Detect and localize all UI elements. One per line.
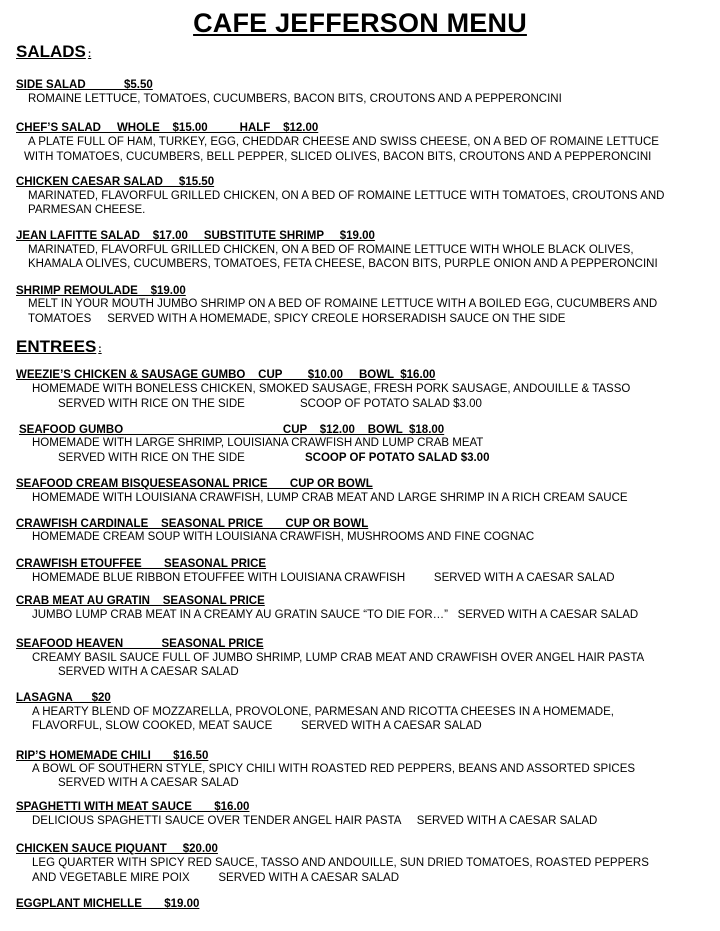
menu-title: CAFE JEFFERSON MENU	[193, 8, 527, 38]
item-desc-crawfish-cardinale: HOMEMADE CREAM SOUP WITH LOUISIANA CRAWFISH, MUSHROOMS AND FINE COGNAC	[32, 531, 535, 543]
section-label: ENTREES	[16, 337, 97, 356]
item-desc-lasagna: FLAVORFUL, SLOW COOKED, MEAT SAUCE SERVED WITH A CAESAR SALAD	[32, 720, 482, 732]
item-desc-seafood-gumbo: HOMEMADE WITH LARGE SHRIMP, LOUISIANA CRAWFISH AND LUMP CRAB MEAT	[32, 437, 484, 449]
item-extra-weezies-gumbo: SCOOP OF POTATO SALAD $3.00	[300, 398, 482, 410]
item-heading-eggplant-michelle: EGGPLANT MICHELLE $19.00	[16, 898, 200, 910]
item-served-rips-chili: SERVED WITH A CAESAR SALAD	[58, 777, 239, 789]
item-served-seafood-gumbo: SERVED WITH RICE ON THE SIDE	[58, 452, 245, 464]
item-heading-spaghetti: SPAGHETTI WITH MEAT SAUCE $16.00	[16, 801, 250, 813]
item-desc-spaghetti: DELICIOUS SPAGHETTI SAUCE OVER TENDER ANGEL HAIR PASTA SERVED WITH A CAESAR SALAD	[32, 815, 598, 827]
item-heading-weezies-gumbo: WEEZIE’S CHICKEN & SAUSAGE GUMBO CUP $10.00 BOWL $16.00	[16, 369, 436, 381]
item-heading-chicken-caesar: CHICKEN CAESAR SALAD $15.50	[16, 176, 215, 188]
item-heading-jean-lafitte: JEAN LAFITTE SALAD $17.00 SUBSTITUTE SHRIMP $19.00	[16, 230, 375, 242]
item-extra-seafood-gumbo: SCOOP OF POTATO SALAD $3.00	[305, 452, 490, 464]
item-desc-seafood-heaven: CREAMY BASIL SAUCE FULL OF JUMBO SHRIMP, LUMP CRAB MEAT AND CRAWFISH OVER ANGEL HAIR PASTA	[32, 652, 645, 664]
section-heading-salads	[16, 42, 91, 62]
item-heading-chefs-salad: CHEF’S SALAD WHOLE $15.00 HALF $12.00	[16, 122, 319, 134]
item-desc-shrimp-remoulade: TOMATOES SERVED WITH A HOMEMADE, SPICY CREOLE HORSERADISH SAUCE ON THE SIDE	[28, 313, 566, 325]
item-desc-seafood-bisque: HOMEMADE WITH LOUISIANA CRAWFISH, LUMP CRAB MEAT AND LARGE SHRIMP IN A RICH CREAM SAUCE	[32, 492, 628, 504]
item-heading-side-salad: SIDE SALAD $5.50	[16, 79, 153, 91]
item-heading-seafood-bisque: SEAFOOD CREAM BISQUESEASONAL PRICE CUP OR BOWL	[16, 478, 373, 490]
item-heading-seafood-heaven: SEAFOOD HEAVEN SEASONAL PRICE	[16, 638, 264, 650]
item-desc-chicken-piquant: AND VEGETABLE MIRE POIX SERVED WITH A CAESAR SALAD	[32, 872, 400, 884]
section-label: SALADS	[16, 42, 86, 61]
item-desc-jean-lafitte: KHAMALA OLIVES, CUCUMBERS, TOMATOES, FETA CHEESE, BACON BITS, PURPLE ONION AND A PEPPERONCINI	[28, 258, 658, 270]
item-heading-rips-chili: RIP’S HOMEMADE CHILI $16.50	[16, 750, 209, 762]
section-suffix: :	[98, 344, 102, 355]
item-desc-shrimp-remoulade: MELT IN YOUR MOUTH JUMBO SHRIMP ON A BED OF ROMAINE LETTUCE WITH A BOILED EGG, CUCUMBERS AND	[28, 298, 658, 310]
item-desc-crawfish-etouffee: HOMEMADE BLUE RIBBON ETOUFFEE WITH LOUISIANA CRAWFISH SERVED WITH A CAESAR SALAD	[32, 572, 615, 584]
item-desc-chicken-caesar: PARMESAN CHEESE.	[28, 204, 146, 216]
item-served-seafood-heaven: SERVED WITH A CAESAR SALAD	[58, 666, 239, 678]
item-served-weezies-gumbo: SERVED WITH RICE ON THE SIDE	[58, 398, 245, 410]
item-desc-chefs-salad: WITH TOMATOES, CUCUMBERS, BELL PEPPER, SLICED OLIVES, BACON BITS, CROUTONS AND A PEPPERONCINI	[24, 151, 652, 163]
item-heading-crawfish-cardinale: CRAWFISH CARDINALE SEASONAL PRICE CUP OR BOWL	[16, 518, 369, 530]
item-desc-chicken-piquant: LEG QUARTER WITH SPICY RED SAUCE, TASSO AND ANDOUILLE, SUN DRIED TOMATOES, ROASTED PEPPERS	[32, 857, 649, 869]
item-desc-chicken-caesar: MARINATED, FLAVORFUL GRILLED CHICKEN, ON A BED OF ROMAINE LETTUCE WITH TOMATOES, CROUTONS AND	[28, 190, 665, 202]
item-heading-lasagna: LASAGNA $20	[16, 692, 111, 704]
item-desc-rips-chili: A BOWL OF SOUTHERN STYLE, SPICY CHILI WITH ROASTED RED PEPPERS, BEANS AND ASSORTED SPICES	[32, 763, 636, 775]
item-desc-lasagna: A HEARTY BLEND OF MOZZARELLA, PROVOLONE, PARMESAN AND RICOTTA CHEESES IN A HOMEMADE,	[32, 706, 614, 718]
item-heading-crawfish-etouffee: CRAWFISH ETOUFFEE SEASONAL PRICE	[16, 558, 267, 570]
item-desc-weezies-gumbo: HOMEMADE WITH BONELESS CHICKEN, SMOKED SAUSAGE, FRESH PORK SAUSAGE, ANDOUILLE & TASSO	[32, 383, 631, 395]
item-desc-side-salad: ROMAINE LETTUCE, TOMATOES, CUCUMBERS, BACON BITS, CROUTONS AND A PEPPERONCINI	[28, 93, 562, 105]
item-heading-shrimp-remoulade: SHRIMP REMOULADE $19.00	[16, 285, 186, 297]
item-heading-chicken-piquant: CHICKEN SAUCE PIQUANT $20.00	[16, 843, 218, 855]
item-heading-seafood-gumbo: SEAFOOD GUMBO CUP $12.00 BOWL $18.00	[19, 424, 445, 436]
section-heading-entrees	[16, 337, 102, 357]
item-desc-jean-lafitte: MARINATED, FLAVORFUL GRILLED CHICKEN, ON A BED OF ROMAINE LETTUCE WITH WHOLE BLACK OLIVES,	[28, 244, 634, 256]
item-desc-crab-au-gratin: JUMBO LUMP CRAB MEAT IN A CREAMY AU GRATIN SAUCE “TO DIE FOR…” SERVED WITH A CAESAR SALAD	[32, 609, 639, 621]
item-desc-chefs-salad: A PLATE FULL OF HAM, TURKEY, EGG, CHEDDAR CHEESE AND SWISS CHEESE, ON A BED OF ROMAINE LETTUCE	[28, 136, 659, 148]
item-heading-crab-au-gratin: CRAB MEAT AU GRATIN SEASONAL PRICE	[16, 595, 265, 607]
section-suffix: :	[87, 49, 92, 60]
